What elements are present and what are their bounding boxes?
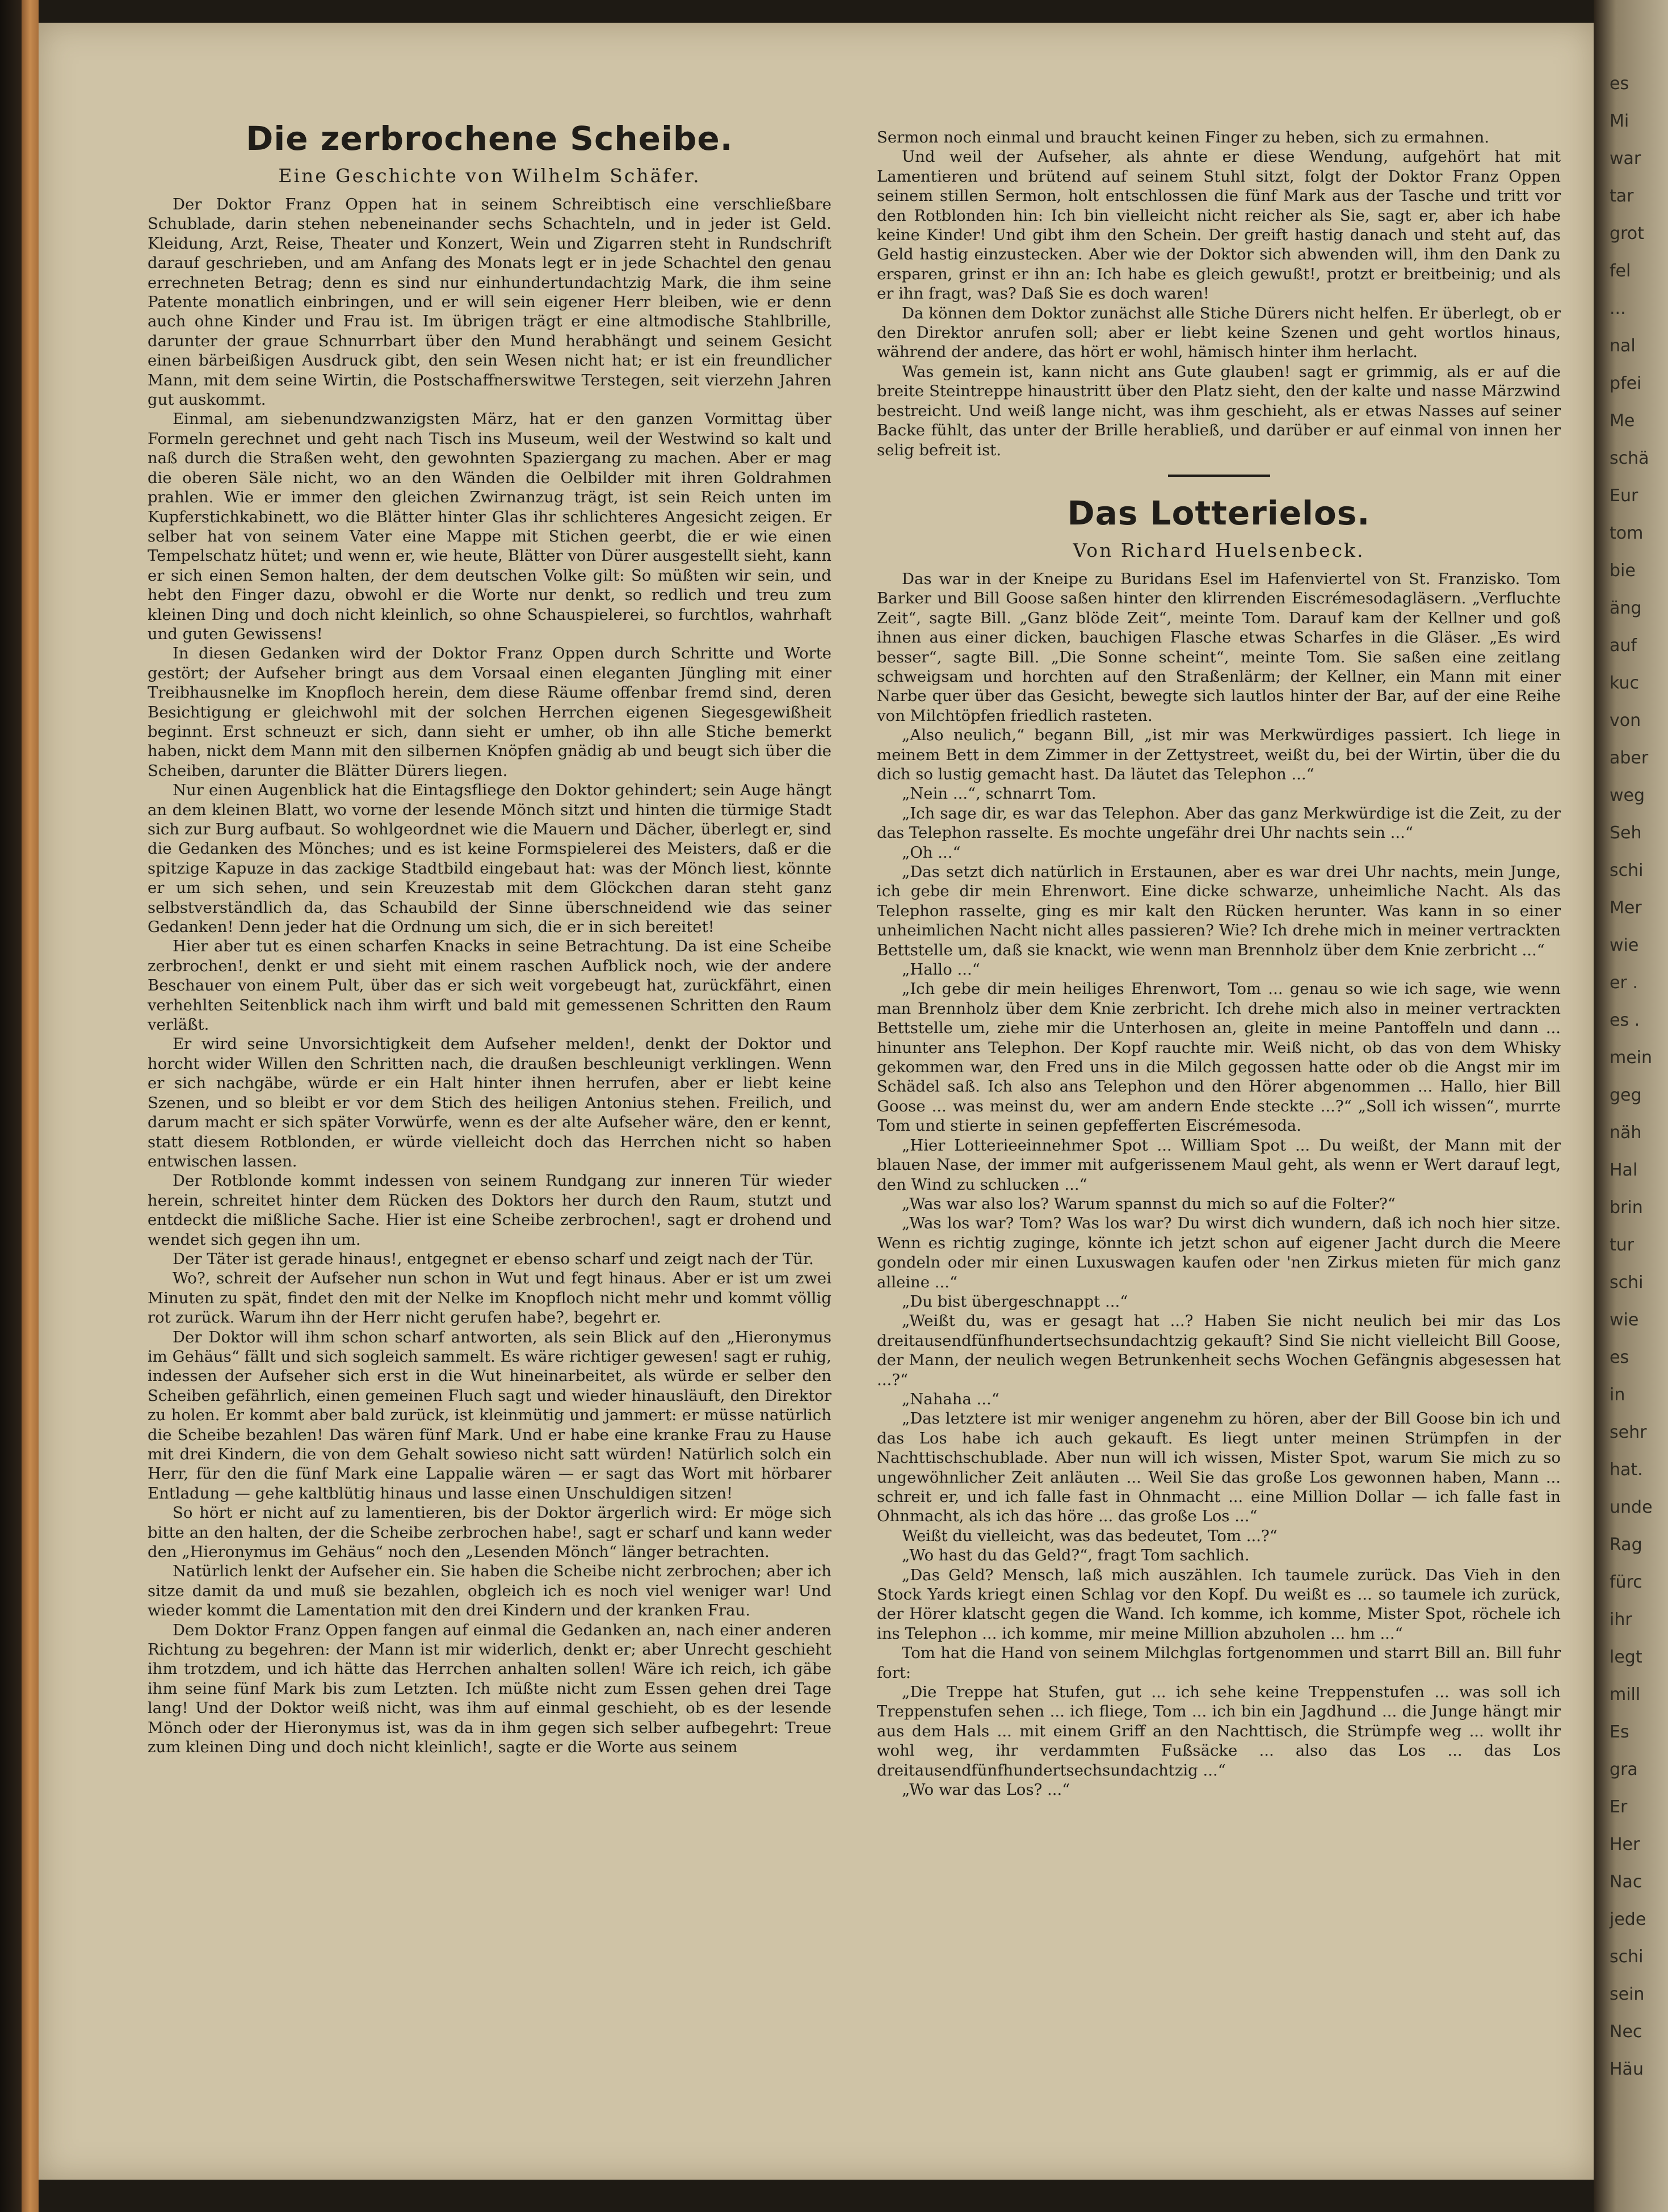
paragraph: „Die Treppe hat Stufen, gut ... ich sehe keine Treppenstufen ... was soll ich Treppenstufen sehen ... ich fliege, Tom ... ich bin ein Jagdhund ... die Junge hängt mir aus dem Hals ... mit einem Griff an den Nachttisch, die Strümpfe weg ... wollt ihr wohl weg, ihr verdammten Fußsäcke ... also das Los ... das Los dreitausendfünfhundertsechsundachtzig ...“ <box>877 1683 1561 1779</box>
article-body-2 <box>877 569 1561 1800</box>
paragraph: Und weil der Aufseher, als ahnte er diese Wendung, aufgehört hat mit Lamentieren und brütend auf seinem Stuhl sitzt, folgt der Doktor Franz Oppen seinem stillen Sermon, holt entschlossen die fünf Mark aus der Tasche und tritt vor den Rotblonden hin: Ich bin vielleicht nicht reicher als Sie, sagt er, aber ich habe keine Kinder! Und gibt ihm den Schein. Der greift hastig danach und steht auf, das Geld hastig einzustecken. Aber wie der Doktor sich abwenden will, ihm den Dank zu ersparen, grinst er ihn an: Ich habe es gleich gewußt!, protzt er breitbeinig; und als er ihn fragt, was? Daß Sie es doch waren! <box>877 148 1561 303</box>
paragraph: „Hallo ...“ <box>902 960 980 979</box>
next-page-fragment: nal <box>1610 336 1636 356</box>
next-page-fragment: Eur <box>1610 486 1638 506</box>
next-page-fragment: fürc <box>1610 1572 1642 1592</box>
next-page-fragment: wie <box>1610 1310 1639 1330</box>
next-page-fragment: in <box>1610 1385 1625 1405</box>
next-page-fragment: fel <box>1610 261 1631 281</box>
paragraph: „Das letztere ist mir weniger angenehm zu hören, aber der Bill Goose bin ich und das Los habe ich auch gekauft. Es liegt unter meinen Strümpfen in der Nachttischschublade. Aber nun will ich wissen, Mister Spot, warum Sie mich zu so ungewöhnlicher Zeit anläuten ... Weil Sie das große Los gewonnen haben, Mann ... schreit er, und ich falle fast in Ohnmacht ... eine Million Dollar — ich falle fast in Ohnmacht, als ich das höre ... das große Los ...“ <box>877 1409 1561 1526</box>
paragraph: Wo?, schreit der Aufseher nun schon in Wut und fegt hinaus. Aber er ist um zwei Minuten zu spät, findet den mit der Nelke im Knopfloch nicht mehr und kommt völlig rot zurück. Warum ihn der Herr nicht gerufen habe?, begehrt er. <box>148 1269 831 1327</box>
next-page-fragment: es <box>1610 1348 1629 1367</box>
next-page-fragment: Me <box>1610 411 1635 431</box>
paragraph: Er wird seine Unvorsichtigkeit dem Aufseher melden!, denkt der Doktor und horcht wider Willen den Schritten nach, die draußen beschleunigt verklingen. Wenn er sich nachgäbe, würde er ein Halt hinter ihnen herrufen, aber er liebt keine Szenen, und so bleibt er vor dem Stich des heiligen Antonius stehen. Freilich, und darum macht er sich später Vorwürfe, wenn es der alte Aufseher wäre, den er kennt, statt diesem Rotblonden, er würde vielleicht doch das Herrchen nicht so haben entwischen lassen. <box>148 1035 831 1170</box>
article-continuation <box>877 128 1561 460</box>
paragraph: So hört er nicht auf zu lamentieren, bis der Doktor ärgerlich wird: Er möge sich bitte an den halten, der die Scheibe zerbrochen habe!, sagt er scharf und kann weder den „Hieronymus im Gehäus“ noch den „Lesenden Mönch“ länger betrachten. <box>148 1504 831 1562</box>
paragraph: „Wo hast du das Geld?“, fragt Tom sachlich. <box>902 1546 1250 1565</box>
paragraph: „Ich gebe dir mein heiliges Ehrenwort, Tom ... genau so wie ich sage, wie wenn man Brennholz über dem Knie zerbricht. Ich drehe mich also in meiner vertrackten Bettstelle um, ziehe mir die Unterhosen an, gleite in meine Pantoffeln und dann ... hinunter ans Telephon. Der Kopf rauchte mir. Weiß nicht, ob das von dem Whisky gekommen war, den Fred uns in die Milch gegossen hatte oder ob die Angst mir im Schädel saß. Ich also ans Telephon und den Hörer abgenommen ... Hallo, hier Bill Goose ... was meinst du, wer am andern Ende steckte ...?“ „Soll ich wissen“, murrte Tom und stierte in seinen gepfefferten Eiscrémesoda. <box>877 980 1561 1135</box>
next-page-fragment: ... <box>1610 299 1626 318</box>
paragraph: „Ich sage dir, es war das Telephon. Aber das ganz Merkwürdige ist die Zeit, zu der das Telephon rasselte. Es mochte ungefähr drei Uhr nachts sein ...“ <box>877 804 1561 842</box>
next-page-fragment: schi <box>1610 1273 1644 1292</box>
paragraph: Natürlich lenkt der Aufseher ein. Sie haben die Scheibe nicht zerbrochen; aber ich sitze damit da und muß sie bezahlen, obgleich ich es noch viel weniger war! Und wieder kommt die Lamentation mit den drei Kindern und der kranken Frau. <box>148 1562 831 1620</box>
paragraph: „Du bist übergeschnappt ...“ <box>902 1292 1128 1311</box>
next-page-fragment: es <box>1610 74 1629 94</box>
next-page-fragment: tur <box>1610 1235 1635 1255</box>
next-page-fragment: mein <box>1610 1048 1653 1068</box>
paragraph: Weißt du vielleicht, was das bedeutet, Tom ...?“ <box>902 1526 1278 1545</box>
paragraph: „Hier Lotterieeinnehmer Spot ... William Spot ... Du weißt, der Mann mit der blauen Nase, der immer mit aufgerissenem Maul geht, als wenn er Wert darauf legt, den Wind zu schlucken ...“ <box>877 1136 1561 1194</box>
paragraph: „Nein ...“, schnarrt Tom. <box>902 784 1096 803</box>
next-page-fragment: näh <box>1610 1123 1642 1143</box>
paragraph: Der Doktor will ihm schon scharf antworten, als sein Blick auf den „Hieronymus im Gehäus“ fällt und sich sogleich sammelt. Es wäre richtiger gewesen! sagt er ruhig, indessen der Aufseher sich erst in die Wut hineinarbeitet, als würde er selber den Scheiben gefährlich, einen gemeinen Fluch sagt und wieder hinausläuft, den Direktor zu holen. Er kommt aber bald zurück, ist kleinmütig und jammert: er müsse natürlich die Scheibe bezahlen! Das wären fünf Mark. Und er habe eine kranke Frau zu Hause mit drei Kindern, die von dem Gehalt sowieso nicht satt würden! Natürlich solch ein Herr, für den die fünf Mark eine Lappalie wären — er sagt das Wort mit hörbarer Entladung — gehe kaltblütig hinaus und lasse einen Unschuldigen sitzen! <box>148 1328 831 1502</box>
next-page-fragment: Nec <box>1610 2022 1642 2042</box>
paragraph: „Wo war das Los? ...“ <box>902 1781 1070 1799</box>
paragraph: Sermon noch einmal und braucht keinen Finger zu heben, sich zu ermahnen. <box>877 128 1490 146</box>
paragraph: Einmal, am siebenundzwanzigsten März, hat er den ganzen Vormittag über Formeln gerechnet und geht nach Tisch ins Museum, weil der Westwind so kalt und naß durch die Straßen weht, den gewohnten Spaziergang zu machen. Aber er mag die oberen Säle nicht, wo an den Wänden die Oelbilder mit ihren Goldrahmen prahlen. Wie er immer den gleichen Zwirnanzug trägt, ist sein Reich unten im Kupferstichkabinett, wo die Blätter hinter Glas ihr schlichteres Angesicht zeigen. Er selber hat von seinem Vater eine Mappe mit Stichen geerbt, die er wie einen Tempelschatz hütet; und wenn er, wie heute, Blätter von Dürer ausgestellt sieht, kann er sich einen Semon halten, der dem deutschen Volke gilt: So müßten wir sein, und hebt den Finger dazu, obwohl er die Worte nur denkt, so redlich und treu zum kleinen Ding und doch nicht kleinlich, so ohne Schauspielerei, so furchtlos, wahrhaft und guten Gewissens! <box>148 410 831 643</box>
paragraph: „Nahaha ...“ <box>902 1390 999 1408</box>
next-page-fragment: unde <box>1610 1497 1653 1517</box>
next-page-fragment: tom <box>1610 523 1644 543</box>
next-page-fragment: schä <box>1610 448 1649 468</box>
paragraph: Hier aber tut es einen scharfen Knacks in seine Betrachtung. Da ist eine Scheibe zerbrochen!, denkt er und sieht mit einem raschen Aufblick noch, wie der andere Beschauer von einem Pult, über das er sich weit vorgebeugt hat, zurückfährt, einen verhehlten Seitenblick nach ihm wirft und bald mit gemessenen Schritten den Raum verläßt. <box>148 937 831 1034</box>
next-page-fragment: er . <box>1610 973 1638 993</box>
paragraph: Was gemein ist, kann nicht ans Gute glauben! sagt er grimmig, als er auf die breite Steintreppe hinaustritt über den Platz sieht, den der kalte und nasse Märzwind bestreicht. Und weiß lange nicht, was ihm geschieht, als er etwas Nasses auf seiner Backe fühlt, das unter der Brille herabließ, und darüber er auf einmal von innen her selig befreit ist. <box>877 362 1561 459</box>
next-page-fragment: kuc <box>1610 673 1639 693</box>
paragraph: Der Täter ist gerade hinaus!, entgegnet er ebenso scharf und zeigt nach der Tür. <box>173 1249 814 1268</box>
paragraph: „Das setzt dich natürlich in Erstaunen, aber es war drei Uhr nachts, mein Junge, ich gebe dir mein Ehrenwort. Eine dicke schwarze, unheimliche Nacht. Als das Telephon rasselte, ging es mir kalt den Rücken herunter. Was kann in so einer unheimlichen Nacht nicht alles passieren? Wie? Ich drehe mich in meiner vertrackten Bettstelle um, daß sie knackt, wie wenn man Brennholz über dem Knie zerbricht ...“ <box>877 863 1561 959</box>
paragraph: „Weißt du, was er gesagt hat ...? Haben Sie nicht neulich bei mir das Los dreitausendfünfhundertsechsundachtzig gekauft? Sind Sie nicht vielleicht Bill Goose, der Mann, der neulich wegen Betrunkenheit sechs Wochen Gefängnis abgesessen hat ...?“ <box>877 1312 1561 1389</box>
article-body <box>148 195 831 1757</box>
column-right <box>877 128 1561 1800</box>
next-page-fragment: geg <box>1610 1085 1642 1105</box>
article-byline: Eine Geschichte von Wilhelm Schäfer. <box>278 165 701 187</box>
next-page-fragment: legt <box>1610 1647 1642 1667</box>
next-page-fragment: Rag <box>1610 1535 1642 1555</box>
paragraph: Nur einen Augenblick hat die Eintagsfliege den Doktor gehindert; sein Auge hängt an dem kleinen Blatt, wo vorne der lesende Mönch sitzt und hinten die türmige Stadt sich zur Burg aufbaut. So wohlgeordnet wie die Mauern und Dächer, überlegt er, sind die Gedanken des Mönches; und es ist keine Formspielerei des Meisters, daß er die spitzige Kapuze in das zackige Stadtbild eingebaut hat: was der Mönch liest, könnte er um sich sehen, und sein Kreuzestab mit dem Glöckchen daran steht ganz selbstverständlich da, das Schaubild der Sinne überschneidend wie das seiner Gedanken! Denn jeder hat die Ordnung um sich, die er in sich bereitet! <box>148 781 831 937</box>
paragraph: „Was los war? Tom? Was los war? Du wirst dich wundern, daß ich noch hier sitze. Wenn es richtig zuginge, könnte ich jetzt schon auf eigener Jacht durch die Meere gondeln oder mir einen Luxuswagen kaufen oder 'nen Zirkus mieten für mich ganz alleine ...“ <box>877 1214 1561 1291</box>
paragraph: Das war in der Kneipe zu Buridans Esel im Hafenviertel von St. Franzisko. Tom Barker und Bill Goose saßen hinter den klirrenden Eiscrémesodagläsern. „Verfluchte Zeit“, sagte Bill. „Ganz blöde Zeit“, meinte Tom. Darauf kam der Kellner und goß ihnen aus einer dicken, bauchigen Flasche etwas Scharfes in die Gläser. „Es wird besser“, sagte Bill. „Die Sonne scheint“, meinte Tom. Sie saßen eine zeitlang schweigsam und horchten auf den Straßenlärm; der Kellner, ein Mann mit einer Narbe quer über das Gesicht, bewegte sich lautlos hinter der Bar, auf der eine Reihe von Milchtöpfen friedlich rasteten. <box>877 569 1561 725</box>
column-left <box>148 119 831 1757</box>
cover-edge <box>22 0 39 2212</box>
next-page-fragment: jede <box>1610 1909 1646 1929</box>
article-byline-2: Von Richard Huelsenbeck. <box>1073 539 1365 561</box>
next-page-fragment: Mi <box>1610 111 1629 131</box>
paragraph: „Das Geld? Mensch, laß mich auszählen. Ich taumele zurück. Das Vieh in den Stock Yards kriegt einen Schlag vor den Kopf. Du weißt es ... so taumele ich zurück, der Hörer klatscht gegen die Wand. Ich komme, ich komme, Mister Spot, röchele ich ins Telephon ... ich komme, mir meine Million abzuholen ... hm ...“ <box>877 1565 1561 1643</box>
next-page-fragment: bie <box>1610 561 1636 581</box>
next-page-fragment: sehr <box>1610 1422 1647 1442</box>
paragraph: „Also neulich,“ begann Bill, „ist mir was Merkwürdiges passiert. Ich liege in meinem Bett in dem Zimmer in der Zettystreet, weißt du, bei der Wirtin, über die du dich so lustig gemacht hast. Da läutet das Telephon ...“ <box>877 726 1561 783</box>
next-page-margin <box>1606 51 1668 2208</box>
next-page-fragment: auf <box>1610 636 1637 656</box>
paragraph: Dem Doktor Franz Oppen fangen auf einmal die Gedanken an, nach einer anderen Richtung zu begehren: der Mann ist mir widerlich, denkt er; aber Unrecht geschieht ihm trotzdem, und ich hätte das Herrchen anhalten sollen! Wäre ich reich, ich gäbe ihm seine fünf Mark bis zum Letzten. Ich müßte nicht zum Essen gehen drei Tage lang! Und der Doktor weiß nicht, was ihm auf einmal geschieht, ob es der lesende Mönch oder der Hieronymus ist, was da in ihm gegen sich selber aufbegehrt: Treue zum kleinen Ding und doch nicht kleinlich!, sagte er die Worte aus seinem <box>148 1621 831 1757</box>
article-divider <box>1168 475 1270 477</box>
next-page-fragment: ihr <box>1610 1610 1632 1630</box>
next-page-fragment: gra <box>1610 1760 1638 1779</box>
article-title-2: Das Lotterielos. <box>1067 493 1371 532</box>
next-page-fragment: Nac <box>1610 1872 1642 1892</box>
next-page-fragment: weg <box>1610 786 1645 805</box>
next-page-fragment: brin <box>1610 1198 1643 1218</box>
paragraph: Der Doktor Franz Oppen hat in seinem Schreibtisch eine verschließbare Schublade, darin stehen nebeneinander sechs Schachteln, und in jeder ist Geld. Kleidung, Arzt, Reise, Theater und Konzert, Wein und Zigarren steht in Rundschrift darauf geschrieben, und am Anfang des Monats legt er in jede Schachtel den genau errechneten Betrag; denn es sind nur einhundertundachtzig Mark, die ihm seine Patente monatlich einbringen, und er will sein eigener Herr bleiben, wie er denn auch ohne Kinder und Frau ist. Im übrigen trägt er eine altmodische Stahlbrille, darunter der graue Schnurrbart über den Mund herabhängt und seinem Gesicht einen bärbeißigen Ausdruck gibt, den sein Wesen nicht hat; er ist ein freundlicher Mann, mit dem seine Wirtin, die Postschaffnerswitwe Terstegen, seit vierzehn Jahren gut auskommt. <box>148 195 831 409</box>
next-page-fragment: tar <box>1610 186 1634 206</box>
paragraph: Tom hat die Hand von seinem Milchglas fortgenommen und starrt Bill an. Bill fuhr fort: <box>877 1644 1561 1682</box>
next-page-fragment: grot <box>1610 224 1644 244</box>
next-page-fragment: mill <box>1610 1685 1641 1705</box>
paragraph: „Was war also los? Warum spannst du mich so auf die Folter?“ <box>902 1194 1396 1213</box>
next-page-fragment: Er <box>1610 1797 1628 1817</box>
next-page-fragment: Her <box>1610 1835 1640 1854</box>
next-page-fragment: Häu <box>1610 2059 1644 2079</box>
next-page-fragment: äng <box>1610 598 1642 618</box>
next-page-fragment: Hal <box>1610 1160 1638 1180</box>
next-page-fragment: aber <box>1610 748 1649 768</box>
article-title: Die zerbrochene Scheibe. <box>246 119 733 158</box>
next-page-fragment: Seh <box>1610 823 1642 843</box>
next-page-fragment: schi <box>1610 1947 1644 1967</box>
next-page-fragment: hat. <box>1610 1460 1643 1480</box>
paragraph: „Oh ...“ <box>902 843 961 862</box>
next-page-fragment: war <box>1610 149 1641 169</box>
next-page-fragment: wie <box>1610 935 1639 955</box>
next-page-fragment: Es <box>1610 1722 1629 1742</box>
next-page-fragment: Mer <box>1610 898 1642 918</box>
next-page-fragment: schi <box>1610 861 1644 880</box>
paragraph: Da können dem Doktor zunächst alle Stiche Dürers nicht helfen. Er überlegt, ob er den Direktor anrufen soll; aber er liebt keine Szenen und geht wortlos hinaus, während der andere, das hört er wohl, hämisch hinter ihm herlacht. <box>877 304 1561 362</box>
next-page-fragment: pfei <box>1610 373 1642 393</box>
next-page-fragment: sein <box>1610 1984 1645 2004</box>
next-page-fragment: es . <box>1610 1010 1640 1030</box>
paragraph: In diesen Gedanken wird der Doktor Franz Oppen durch Schritte und Worte gestört; der Aufseher bringt aus dem Vorsaal einen eleganten Jüngling mit einer Treibhausnelke im Knopfloch herein, dem diese Räume offenbar fremd sind, deren Besichtigung er gleichwohl mit der solchen Herrchen eigenen Siegesgewißheit beginnt. Erst schneuzt er sich, dann sieht er umher, ob ihn alle Stiche bemerkt haben, nickt dem Mann mit den silbernen Knöpfen gnädig ab und beugt sich über die Scheiben, darunter die Blätter Dürers liegen. <box>148 644 831 780</box>
next-page-fragment: von <box>1610 711 1641 731</box>
paragraph: Der Rotblonde kommt indessen von seinem Rundgang zur inneren Tür wieder herein, schreitet hinter dem Rücken des Doktors her durch den Raum, stutzt und entdeckt die mißliche Sache. Hier ist eine Scheibe zerbrochen!, sagt er drohend und wendet sich gegen ihn um. <box>148 1172 831 1249</box>
